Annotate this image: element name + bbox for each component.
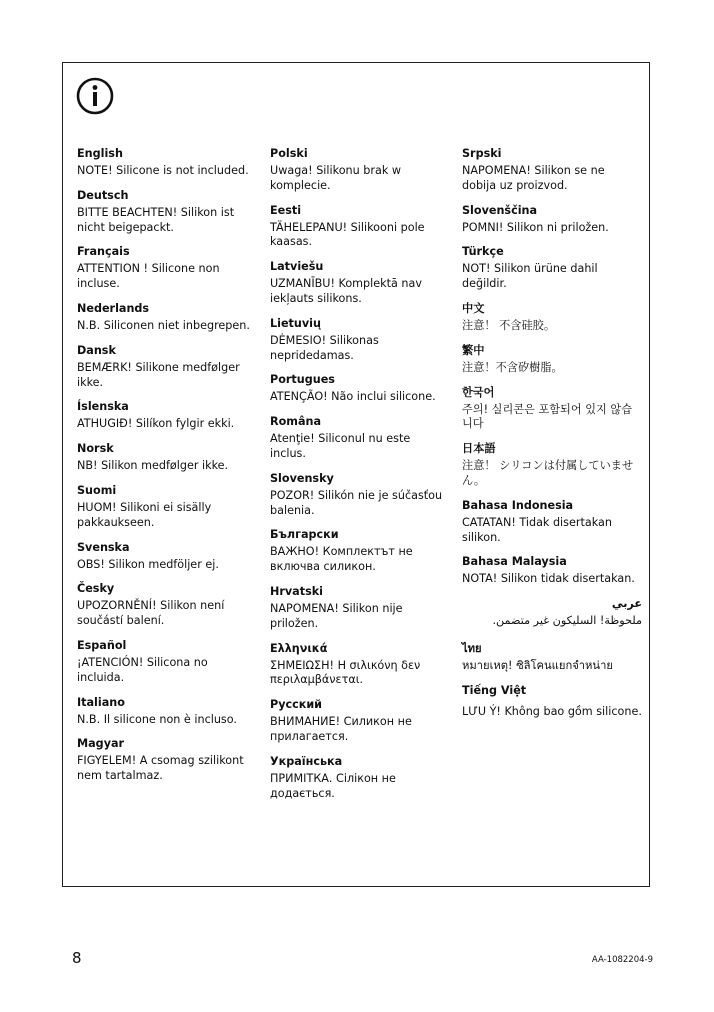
language-name: Nederlands	[77, 301, 150, 315]
language-name: 中文	[462, 301, 485, 315]
language-name: 한국어	[462, 385, 495, 399]
language-entry	[77, 581, 255, 629]
language-name: Svenska	[77, 540, 130, 554]
silicone-note-text: Atenţie! Siliconul nu este inclus.	[270, 432, 411, 460]
language-name: 日本語	[462, 442, 496, 456]
silicone-note-text: ATHUGIÐ! Silíkon fylgir ekki.	[77, 417, 235, 431]
language-name: Suomi	[77, 483, 117, 497]
language-name: Italiano	[77, 695, 125, 709]
language-entry	[462, 498, 642, 546]
language-entry	[77, 301, 255, 334]
silicone-note-text: Uwaga! Silikonu brak w komplecie.	[270, 164, 402, 192]
language-name: Türkçe	[462, 245, 504, 259]
language-entry	[77, 638, 255, 686]
silicone-note-text: POZOR! Silikón nie je súčasťou balenia.	[270, 488, 443, 517]
language-name: Latviešu	[270, 260, 324, 274]
language-entry	[77, 736, 255, 784]
language-entry	[270, 259, 448, 307]
silicone-note-text: NOTA! Silikon tidak disertakan.	[462, 572, 635, 586]
language-entry	[77, 399, 255, 432]
silicone-note-text: 주의! 실리콘은 포함되어 있지 않습니다	[462, 402, 633, 431]
language-entry	[270, 471, 448, 519]
silicone-note-text: ATENÇÃO! Não inclui silicone.	[270, 390, 436, 404]
language-name: Srpski	[462, 147, 502, 160]
silicone-note-text: TÄHELEPANU! Silikooni pole kaasas.	[270, 220, 425, 249]
language-entry	[77, 441, 255, 474]
language-entry	[270, 414, 448, 462]
language-entry	[462, 596, 642, 629]
silicone-note-text: BEMÆRK! Silikone medfølger ikke.	[77, 360, 240, 389]
language-entry	[270, 146, 448, 194]
language-name: Українська	[270, 754, 343, 768]
language-entry	[462, 554, 642, 587]
language-name: Tiếng Việt	[462, 683, 527, 697]
language-entry	[270, 584, 448, 632]
language-name: English	[77, 147, 123, 160]
language-name: Česky	[77, 582, 115, 596]
page-number: 8	[72, 949, 82, 967]
silicone-note-text: NB! Silikon medfølger ikke.	[77, 459, 229, 473]
language-entry	[462, 385, 642, 433]
language-entry	[462, 146, 642, 194]
language-entry	[270, 316, 448, 364]
language-name: Français	[77, 245, 130, 259]
language-name: Hrvatski	[270, 584, 324, 598]
language-entry	[77, 695, 255, 728]
language-name: Slovenščina	[462, 203, 538, 217]
language-name: 繁中	[462, 343, 485, 357]
silicone-note-text: ВНИМАНИЕ! Силикон не прилагается.	[270, 715, 412, 743]
language-name: Ελληνικά	[270, 641, 328, 655]
language-name: Dansk	[77, 343, 116, 357]
silicone-note-text: BITTE BEACHTEN! Silikon ist nicht beigepackt.	[77, 205, 235, 234]
silicone-note-text: POMNI! Silikon ni priložen.	[462, 220, 609, 234]
silicone-note-text: NOT! Silikon ürüne dahil değildir.	[462, 262, 598, 291]
language-entry	[77, 483, 255, 531]
language-name: Bahasa Malaysia	[462, 555, 567, 569]
language-entry	[270, 641, 448, 689]
language-name: Lietuvių	[270, 316, 321, 330]
silicone-note-text: NAPOMENA! Silikon nije priložen.	[270, 601, 403, 630]
silicone-note-text: CATATAN! Tidak disertakan silikon.	[462, 515, 612, 544]
language-entry	[77, 188, 255, 236]
language-column-1	[77, 146, 255, 793]
language-name: Magyar	[77, 737, 125, 751]
silicone-note-text: ATTENTION ! Silicone non incluse.	[77, 262, 220, 291]
silicone-note-text: ملحوظة! السليكون غير متضمن.	[492, 614, 642, 628]
language-entry	[77, 244, 255, 292]
silicone-note-text: NOTE! Silicone is not included.	[77, 164, 249, 177]
silicone-note-text: NAPOMENA! Silikon se ne dobija uz proizvod.	[462, 164, 605, 192]
language-entry	[462, 641, 642, 674]
language-entry	[270, 527, 448, 575]
silicone-note-text: DĖMESIO! Silikonas nepridedamas.	[270, 333, 379, 362]
silicone-note-text: UPOZORNĚNÍ! Silikon není součástí balení.	[77, 599, 225, 628]
silicone-note-text: ¡ATENCIÓN! Silicona no incluida.	[77, 655, 208, 684]
silicone-note-text: ПРИМІТКА. Сілікон не додається.	[270, 771, 396, 800]
silicone-note-text: หมายเหตุ! ซิลิโคนแยกจำหน่าย	[462, 658, 613, 672]
silicone-note-text: N.B. Il silicone non è incluso.	[77, 712, 237, 726]
silicone-note-text: FIGYELEM! A csomag szilikont nem tartalmaz.	[77, 754, 244, 783]
language-entry	[462, 301, 642, 334]
silicone-note-text: ВАЖНО! Комплектът не включва силикон.	[270, 545, 413, 574]
language-entry	[462, 343, 642, 376]
silicone-note-text: ΣΗΜΕΙΩΣΗ! Η σιλικόνη δεν περιλαμβάνεται.	[270, 658, 421, 687]
language-entry	[77, 343, 255, 391]
info-circle-icon	[76, 77, 114, 115]
language-name: Slovensky	[270, 471, 334, 485]
language-entry	[270, 697, 448, 745]
language-name: Español	[77, 638, 127, 652]
language-name: Eesti	[270, 203, 302, 217]
language-entry	[77, 146, 255, 179]
language-name: Íslenska	[77, 400, 129, 414]
language-column-3	[462, 146, 642, 732]
language-name: عربي	[611, 597, 642, 611]
silicone-note-text: 注意！ 不含硅胶。	[462, 318, 556, 332]
language-name: Русский	[270, 698, 323, 712]
language-entry	[462, 203, 642, 236]
language-entry	[270, 203, 448, 251]
silicone-note-text: N.B. Siliconen niet inbegrepen.	[77, 318, 250, 332]
language-entry	[270, 754, 448, 802]
document-code: AA-1082204-9	[591, 955, 653, 965]
language-entry	[270, 372, 448, 405]
language-name: Norsk	[77, 442, 114, 456]
silicone-note-text: OBS! Silikon medföljer ej.	[77, 557, 219, 571]
language-name: Deutsch	[77, 188, 129, 202]
language-entry	[462, 683, 642, 723]
language-entry	[462, 244, 642, 292]
silicone-note-text: LƯU Ý! Không bao gồm silicone.	[462, 704, 642, 718]
silicone-note-text: UZMANĪBU! Komplektā nav iekļauts silikons.	[270, 277, 422, 305]
language-name: Bahasa Indonesia	[462, 498, 574, 512]
language-name: Portugues	[270, 373, 335, 387]
language-name: Polski	[270, 147, 308, 160]
language-entry	[462, 441, 642, 489]
language-column-2	[270, 146, 448, 810]
language-entry	[77, 540, 255, 573]
language-name: Româna	[270, 415, 322, 429]
language-name: ไทย	[462, 641, 482, 655]
silicone-note-text: 注意！不含矽樹脂。	[462, 360, 563, 374]
language-name: Български	[270, 528, 339, 542]
silicone-note-text: HUOM! Silikoni ei sisälly pakkaukseen.	[77, 500, 212, 529]
silicone-note-text: 注意！ シリコンは付属していません。	[462, 459, 634, 487]
